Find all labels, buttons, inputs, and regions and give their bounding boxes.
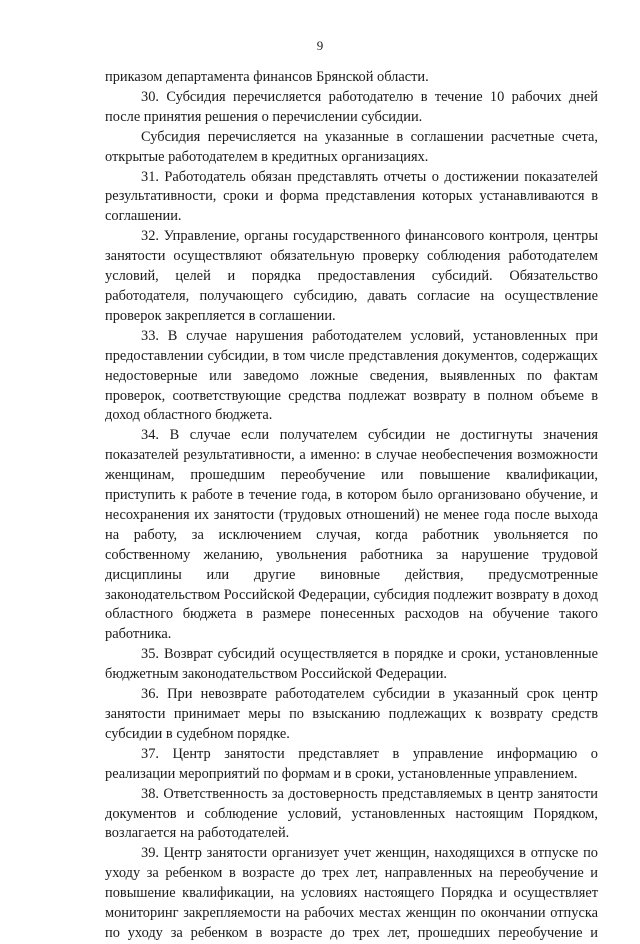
paragraph: 35. Возврат субсидий осуществляется в порядке и сроки, установленные бюджетным законодательством Российской Федерации. [105,646,598,683]
page-number: 9 [316,38,324,53]
paragraph: Субсидия перечисляется на указанные в соглашении расчетные счета, открытые работодателем в кредитных организациях. [105,128,598,165]
paragraph: 30. Субсидия перечисляется работодателю в течение 10 рабочих дней после принятия решения о перечислении субсидии. [105,88,598,125]
paragraph: приказом департамента финансов Брянской области. [105,69,429,85]
paragraph: 32. Управление, органы государственного финансового контроля, центры занятости осуществляют обязательную проверку соблюдения работодателем условий, целей и порядка предоставления субсидий. Обязательство работодателя, получающего субсидию, давать согласие на осуществление проверок закрепляется в соглашении. [105,228,598,324]
paragraph: 38. Ответственность за достоверность представляемых в центр занятости документов и соблюдение условий, установленных настоящим Порядком, возлагается на работодателей. [105,785,598,842]
paragraph: 34. В случае если получателем субсидии не достигнуты значения показателей результативности, а именно: в случае необеспечения возможности женщинам, прошедшим переобучение или повышение квалификации, приступить к работе в течение года, в котором было организовано обучение, и несохранения их занятости (трудовых отношений) не менее года после выхода на работу, за исключением случая, когда работник увольняется по собственному желанию, увольнения работника за нарушение трудовой дисциплины или другие виновные действия, предусмотренные законодательством Российской Федерации, субсидия подлежит возврату в доход областного бюджета в размере понесенных расходов на обучение такого работника. [105,427,598,643]
paragraph: 37. Центр занятости представляет в управление информацию о реализации мероприятий по формам и в сроки, установленные управлением. [105,745,598,782]
paragraph: 36. При невозврате работодателем субсидии в указанный срок центр занятости принимает меры по взысканию подлежащих к возврату средств субсидии в судебном порядке. [105,686,598,742]
paragraph: 33. В случае нарушения работодателем условий, установленных при предоставлении субсидии, в том числе представления документов, содержащих недостоверные или заведомо ложные сведения, выявленных по фактам проверок, соответствующие средства подлежат возврату в полном объеме в доход областного бюджета. [105,327,598,424]
paragraph: 39. Центр занятости организует учет женщин, находящихся в отпуске по уходу за ребенком в возрасте до трех лет, направленных на переобучение и повышение квалификации, на условиях настоящего Порядка и осуществляет мониторинг закрепляемости на рабочих местах женщин по окончании отпуска по уходу за ребенком в возрасте до трех лет, прошедших переобучение и [105,845,598,941]
paragraph: 31. Работодатель обязан представлять отчеты о достижении показателей результативности, сроки и форма представления которых устанавливаются в соглашении. [105,168,598,225]
document-body [105,68,598,944]
